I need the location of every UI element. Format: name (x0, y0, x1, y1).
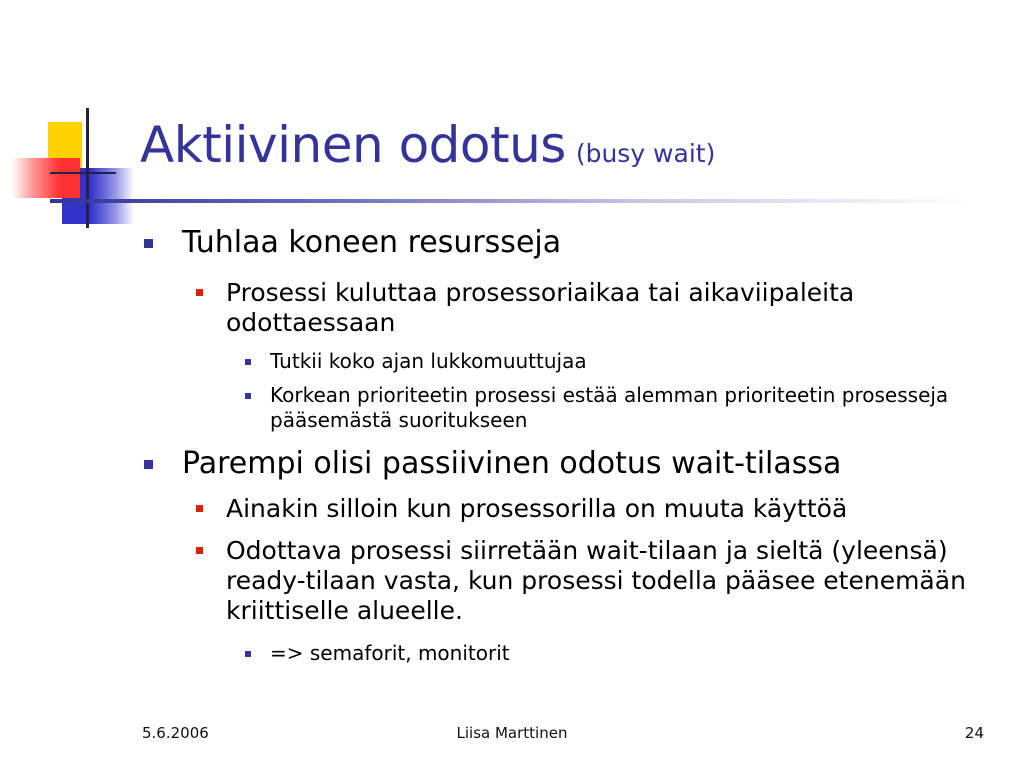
bullet-item (270, 641, 990, 666)
bullet-item (182, 226, 561, 260)
bullet-square-icon (196, 547, 203, 554)
bullet-square-icon (245, 359, 251, 365)
bullet-item (226, 494, 986, 524)
bullet-item (270, 349, 990, 374)
bullet-square-icon (245, 393, 251, 399)
title-main: Aktiivinen odotus (140, 116, 566, 174)
bullet-text: Parempi olisi passiivinen odotus wait-tilassa (182, 446, 842, 481)
bullet-square-icon (245, 651, 251, 657)
footer-date: 5.6.2006 (142, 724, 209, 742)
bullet-square-icon (196, 505, 203, 512)
footer-author: Liisa Marttinen (456, 724, 568, 742)
bullet-text: Tutkii koko ajan lukkomuuttujaa (270, 349, 587, 373)
bullet-text: Odottava prosessi siirretään wait-tilaan ja sieltä (yleensä) ready-tilaan vasta, kun prosessi todella pääsee etenemään kriittiselle alueelle. (226, 536, 966, 625)
footer-page-number: 24 (964, 724, 984, 742)
bullet-item (226, 278, 986, 338)
bullet-text: Ainakin silloin kun prosessorilla on muuta käyttöä (226, 494, 848, 523)
bullet-square-icon (144, 460, 153, 469)
title-subtitle: (busy wait) (575, 139, 716, 168)
bullet-text: => semaforit, monitorit (270, 641, 510, 665)
bullet-text: Prosessi kuluttaa prosessoriaikaa tai aikaviipaleita odottaessaan (226, 278, 855, 337)
bullet-square-icon (144, 239, 153, 248)
bullet-item (182, 447, 841, 481)
bullet-square-icon (196, 289, 203, 296)
bullet-text: Tuhlaa koneen resursseja (182, 225, 562, 260)
bullet-item (270, 383, 990, 433)
bullet-item (226, 536, 986, 626)
bullet-text: Korkean prioriteetin prosessi estää alemman prioriteetin prosesseja pääsemästä suoritukseen (270, 383, 949, 432)
